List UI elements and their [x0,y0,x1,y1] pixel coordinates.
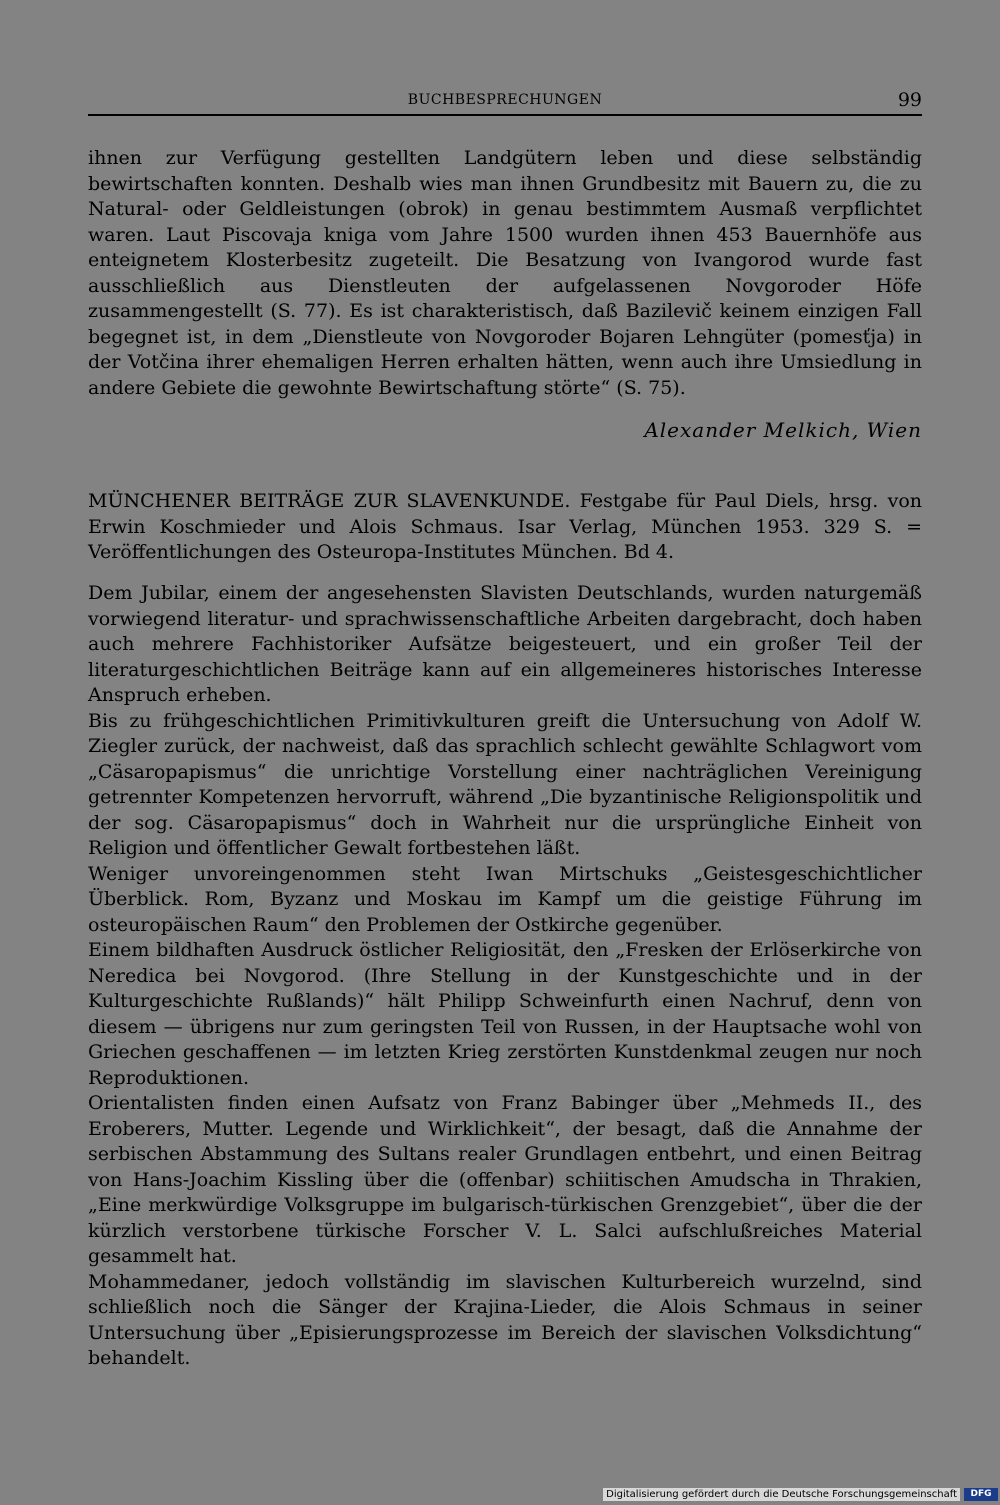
reviewer-signature: Alexander Melkich, Wien [644,418,922,442]
digitization-footer [603,1487,998,1502]
running-header [88,89,922,116]
bibliography-text: MÜNCHENER BEITRÄGE ZUR SLAVENKUNDE. Festgabe für Paul Diels, hrsg. von Erwin Koschmieder und Alois Schmaus. Isar Verlag, München 1953. 329 S. = Veröffentlichungen des Osteuropa-Institutes München. Bd 4. [88,490,922,563]
continuation-paragraph [88,146,922,401]
digitization-credit: Digitalisierung gefördert durch die Deutsche Forschungsgemeinschaft [603,1488,960,1501]
running-title: BUCHBESPRECHUNGEN [407,92,603,108]
review-paragraph: Bis zu frühgeschichtlichen Primitivkulturen greift die Untersuchung von Adolf W. Ziegler zurück, der nachweist, daß das sprachlich schlecht gewählte Schlagwort vom „Cäsaropapismus“ die unrichtige Vorstellung einer nachträglichen Vereinigung getrennter Kompetenzen hervorruft, während „Die byzantinische Religionspolitik und der sog. Cäsaropapismus“ doch in Wahrheit nur die ursprüngliche Einheit von Religion und öffentlicher Gewalt fortbestehen läßt. [88,709,922,859]
bibliography-entry [88,489,922,566]
continuation-text: ihnen zur Verfügung gestellten Landgütern leben und diese selbständig bewirtschaften konnten. Deshalb wies man ihnen Grundbesitz mit Bauern zu, die zu Natural- oder Geldleistungen (obrok) in genau bestimmtem Ausmaß verpflichtet waren. Laut Piscovaja kniga vom Jahre 1500 wurden ihnen 453 Bauernhöfe aus enteignetem Klosterbesitz zugeteilt. Die Besatzung von Ivangorod wurde fast ausschließlich aus Dienstleuten der aufgelassenen Novgoroder Höfe zusammengestellt (S. 77). Es ist charakteristisch, daß Bazilevič keinem einzigen Fall begegnet ist, in dem „Dienstleute von Novgoroder Bojaren Lehngüter (pomesťja) in der Votčina ihrer ehemaligen Herren erhalten hätten, wenn auch ihre Umsiedlung in andere Gebiete die gewohnte Bewirtschaftung störte“ (S. 75). [88,147,922,399]
review-paragraph: Orientalisten finden einen Aufsatz von Franz Babinger über „Mehmeds II., des Eroberers, Mutter. Legende und Wirklichkeit“, der besagt, daß die Annahme der serbischen Abstammung des Sultans realer Grundlagen entbehrt, und einen Beitrag von Hans-Joachim Kissling über die (offenbar) schiitischen Amudscha in Thrakien, „Eine merkwürdige Volksgruppe im bulgarisch-türkischen Grenzgebiet“, über die der kürzlich verstorbene türkische Forscher V. L. Salci aufschlußreiches Material gesammelt hat. [88,1092,922,1267]
review-paragraph: Dem Jubilar, einem der angesehensten Slavisten Deutschlands, wurden naturgemäß vorwiegend literatur- und sprachwissenschaftliche Arbeiten dargebracht, doch haben auch mehrere Fachhistoriker Aufsätze beigesteuert, und ein großer Teil der literaturgeschichtlichen Beiträge kann auf ein allgemeineres historisches Interesse Anspruch erheben. [88,582,922,706]
review-paragraph: Weniger unvoreingenommen steht Iwan Mirtschuks „Geistesgeschichtlicher Überblick. Rom, Byzanz und Moskau im Kampf um die geistige Führung im osteuropäischen Raum“ den Problemen der Ostkirche gegenüber. [88,862,922,936]
review-paragraph: Einem bildhaften Ausdruck östlicher Religiosität, den „Fresken der Erlöserkirche von Neredica bei Novgorod. (Ihre Stellung in der Kunstgeschichte und in der Kulturgeschichte Rußlands)“ hält Philipp Schweinfurth einen Nachruf, denn von diesem — übrigens nur zum geringsten Teil von Russen, in der Hauptsache wohl von Griechen geschaffenen — im letzten Krieg zerstörten Kunstdenkmal zeugen nur noch Reproduktionen. [88,939,922,1089]
page-number: 99 [897,89,922,111]
review-paragraph: Mohammedaner, jedoch vollständig im slavischen Kulturbereich wurzelnd, sind schließlich noch die Sänger der Krajina-Lieder, die Alois Schmaus in seiner Untersuchung über „Episierungsprozesse im Bereich der slavischen Volksdichtung“ behandelt. [88,1270,922,1369]
dfg-logo-icon: DFG [964,1488,998,1501]
review-body [88,581,922,1372]
